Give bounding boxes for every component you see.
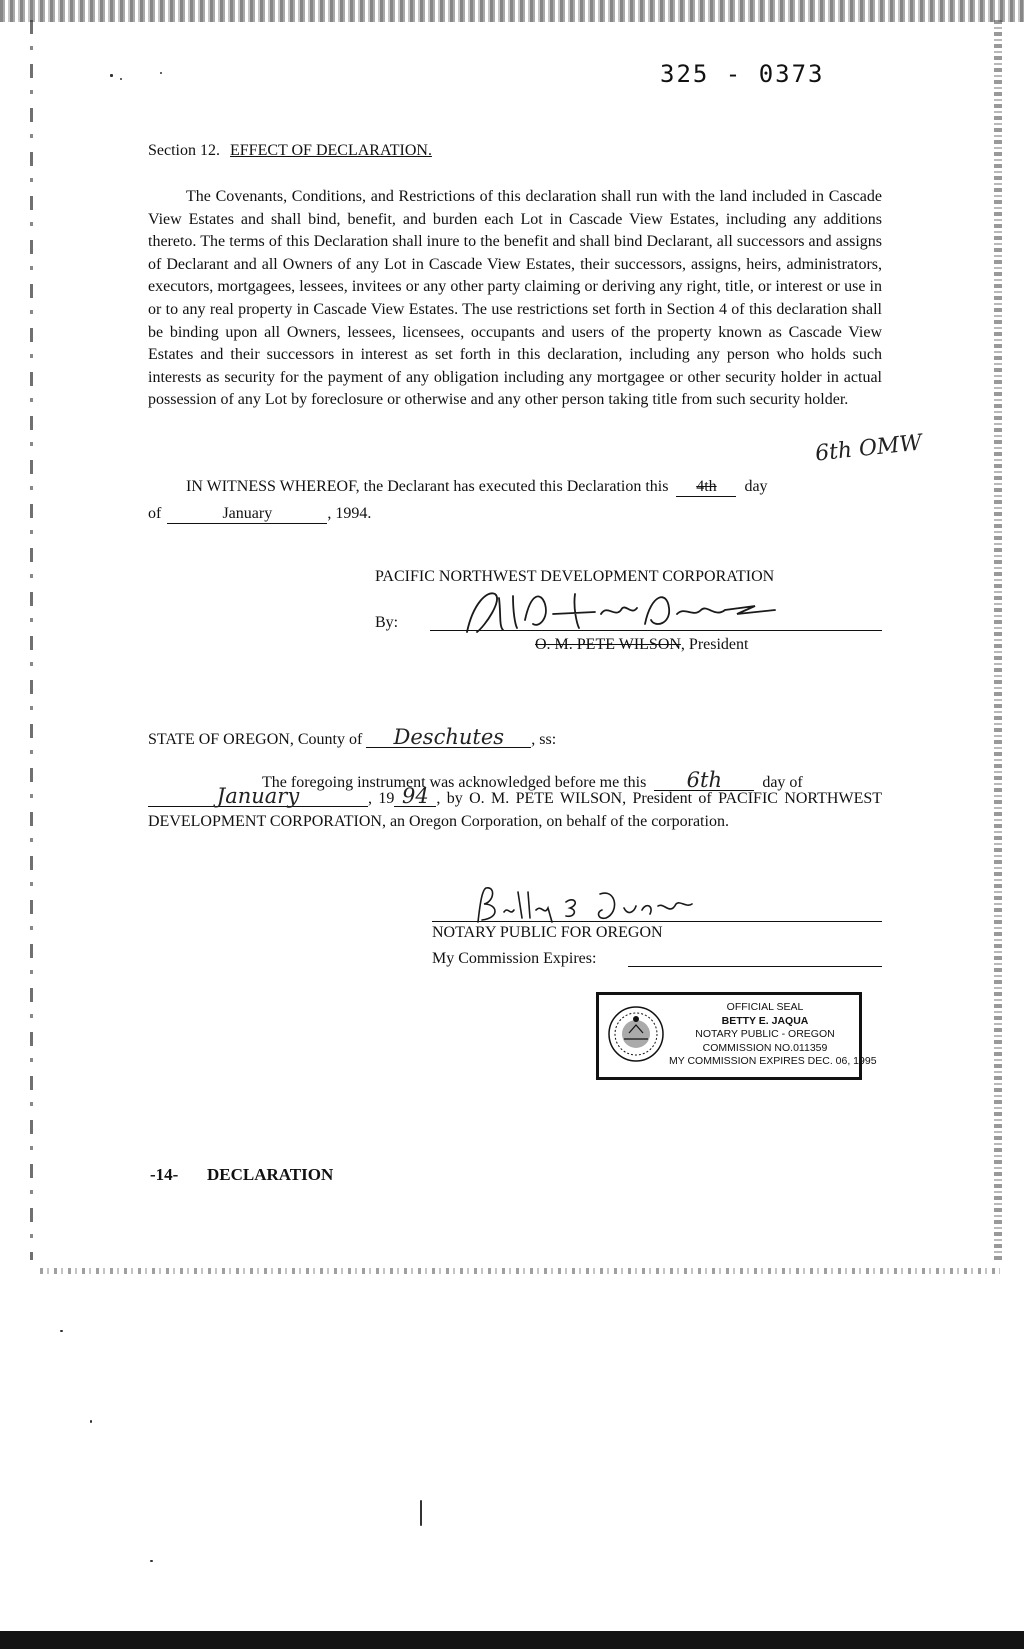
witness-day-label: day: [744, 478, 768, 495]
acknowledgment-day: 6th: [654, 770, 754, 791]
document-number: 325 - 0373: [660, 60, 825, 88]
acknowledgment-year-prefix: , 19: [368, 790, 395, 807]
seal-line-3: NOTARY PUBLIC - OREGON: [695, 1028, 835, 1040]
handwritten-initials: 6th OMW: [813, 430, 924, 467]
seal-line-1: OFFICIAL SEAL: [726, 1001, 804, 1013]
witness-day: 4th: [676, 478, 736, 497]
acknowledgment-body: [148, 786, 882, 833]
scan-fold-line: [40, 1268, 1000, 1274]
section-heading: [148, 142, 432, 160]
scan-edge-bottom: [0, 1631, 1024, 1649]
county-field: Deschutes: [366, 727, 531, 748]
state-county-line: [148, 727, 556, 749]
acknowledgment-month: January: [148, 786, 368, 807]
witness-of-label: of: [148, 505, 162, 522]
witness-year: , 1994.: [327, 505, 372, 522]
seal-line-4: COMMISSION NO.011359: [702, 1041, 828, 1054]
witness-date-line: [148, 505, 371, 524]
signature-notary-drawing: [470, 882, 700, 926]
state-text: STATE OF OREGON, County of: [148, 731, 363, 748]
witness-line: [186, 478, 768, 497]
scan-edge-left: [30, 20, 33, 1260]
section-body: The Covenants, Conditions, and Restrictions of this declaration shall run with the land included in Cascade View Estates and shall bind, benefit, and burden each Lot in Cascade View Estates, including any additions thereto. The terms of this Declaration shall inure to the benefit and shall bind Declarant, all successors and assigns of Declarant and all Owners of any Lot in Cascade View Estates, their successors, assigns, heirs, administrators, executors, mortgagees, lessees, invitees or any other party claiming or deriving any right, title, or interest or use in or to any real property in Cascade View Estates. The use restrictions set forth in Section 4 of this declaration shall be binding upon all Owners, lessees, licensees, occupants and users of the property known as Cascade View Estates and their successors in interest as set forth in this declaration, including any person who holds such interests as security for the payment of any obligation including any mortgagee or other security holder in actual possession of any Lot by foreclosure or otherwise and any other person taking title from such security holder.: [148, 188, 882, 409]
witness-month: January: [167, 505, 327, 524]
scan-speck: [90, 1420, 92, 1423]
witness-text: IN WITNESS WHEREOF, the Declarant has executed this Declaration this: [186, 478, 669, 495]
commission-expires-line: [628, 966, 882, 967]
signer-title: [535, 636, 748, 654]
oregon-state-seal-icon: [607, 1005, 665, 1068]
section-title: EFFECT OF DECLARATION.: [230, 142, 432, 159]
oregon-state-seal-drawing: [607, 1005, 665, 1063]
ss-label: , ss:: [531, 731, 557, 748]
signer-name: O. M. PETE WILSON: [535, 636, 681, 653]
scan-speck: [60, 1330, 63, 1332]
signature-wilson-drawing: [455, 584, 785, 640]
acknowledgment-year: 94: [394, 786, 436, 807]
scan-speck: [160, 72, 162, 74]
seal-line-2: BETTY E. JAQUA: [721, 1014, 809, 1027]
by-label: By:: [375, 614, 399, 631]
seal-text: [669, 1001, 877, 1069]
seal-line-5: MY COMMISSION EXPIRES DEC. 06, 1995: [669, 1055, 877, 1067]
scan-speck: [150, 1560, 153, 1562]
section-number: Section 12.: [148, 142, 220, 159]
scan-speck: [110, 74, 113, 77]
corporation-name: PACIFIC NORTHWEST DEVELOPMENT CORPORATION: [375, 568, 775, 585]
scan-speck: [120, 78, 122, 80]
scan-speck: [420, 1500, 422, 1526]
notary-title: NOTARY PUBLIC FOR OREGON: [432, 924, 663, 941]
scan-edge-right: [994, 20, 1002, 1260]
signer-role: , President: [680, 636, 749, 653]
commission-expires-label: My Commission Expires:: [432, 950, 597, 967]
page-number: -14-: [150, 1165, 179, 1184]
footer-document-title: DECLARATION: [207, 1165, 334, 1184]
acknowledgment-rest: , by O. M. PETE WILSON, President of PACIFIC NORTHWEST DEVELOPMENT CORPORATION, an Oregon Corporation, on behalf of the corporation.: [148, 790, 883, 830]
scan-edge-top: [0, 0, 1024, 22]
acknowledgment-day-label: day of: [762, 774, 803, 791]
acknowledgment-text: The foregoing instrument was acknowledged before me this: [262, 774, 647, 791]
official-seal-stamp: [596, 992, 877, 1080]
